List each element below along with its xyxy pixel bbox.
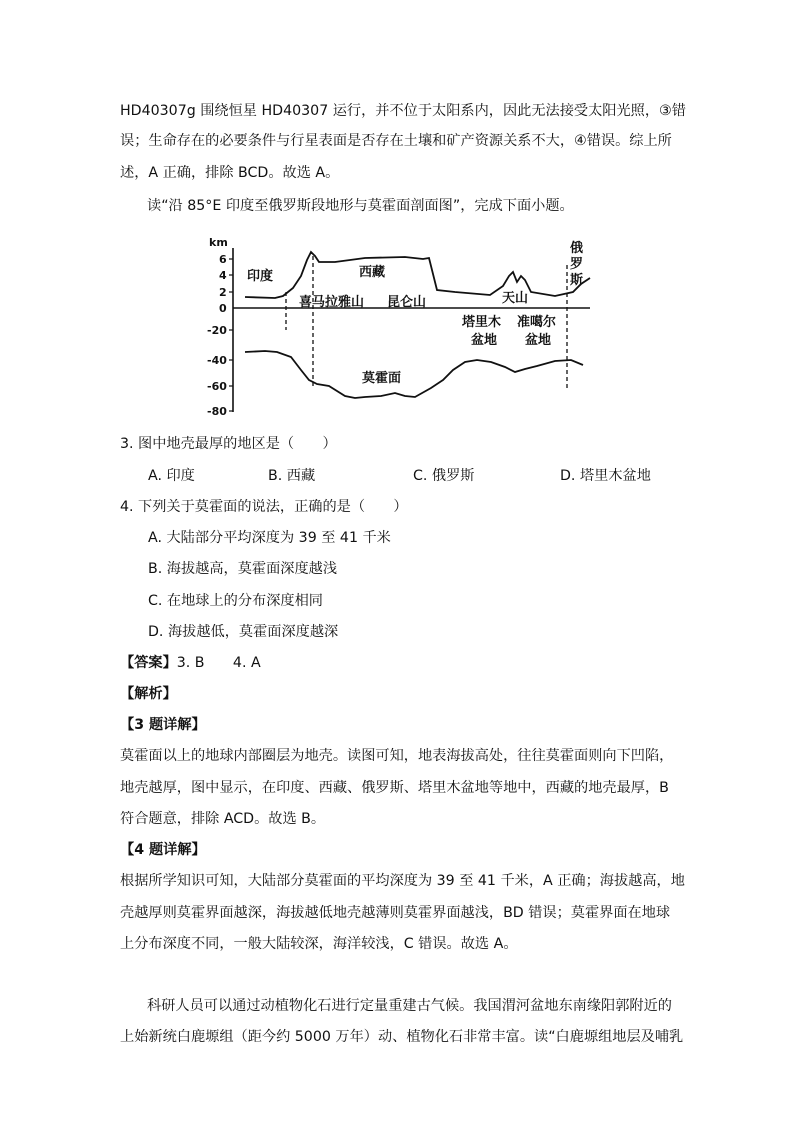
label-junggar-1: 准噶尔 xyxy=(517,315,557,330)
tick-label: -60 xyxy=(207,380,227,393)
label-junggar-2: 盆地 xyxy=(525,333,552,348)
tick-label: 0 xyxy=(219,302,227,315)
label-tianshan: 天山 xyxy=(502,291,529,306)
moho-profile-line xyxy=(245,351,583,398)
label-moho: 莫霍面 xyxy=(362,371,402,386)
tick-label: 4 xyxy=(219,269,227,282)
tick-label: -20 xyxy=(207,324,227,337)
next-passage-line-1: 科研人员可以通过动植物化石进行定量重建古气候。我国渭河盆地东南缘阳郭附近的 xyxy=(147,998,672,1014)
intro-line-1: HD40307g 围绕恒星 HD40307 运行，并不位于太阳系内，因此无法接受太阳光照，③错 xyxy=(120,103,686,119)
q4-option-d: D. 海拔越低，莫霍面深度越深 xyxy=(148,624,339,640)
intro-line-2: 误；生命存在的必要条件与行星表面是否存在土壤和矿产资源关系不大，④错误。综上所 xyxy=(120,133,672,149)
next-passage-line-2: 上始新统白鹿塬组（距今约 5000 万年）动、植物化石非常丰富。读“白鹿塬组地层及哺乳 xyxy=(120,1029,684,1045)
label-kunlun: 昆仑山 xyxy=(387,295,427,310)
q4-option-a: A. 大陆部分平均深度为 39 至 41 千米 xyxy=(148,530,391,546)
moho-profile-diagram xyxy=(205,230,600,420)
detail-3-label: 【3 题详解】 xyxy=(120,717,206,733)
detail-4-label: 【4 题详解】 xyxy=(120,842,206,858)
label-tibet: 西藏 xyxy=(359,265,386,280)
axis-unit: km xyxy=(209,236,228,249)
label-tarim-2: 盆地 xyxy=(471,333,498,348)
label-russia-3: 斯 xyxy=(570,273,584,288)
q4-stem: 4. 下列关于莫霍面的说法，正确的是（ ） xyxy=(120,499,408,515)
answer-line xyxy=(120,653,261,673)
analysis-label: 【解析】 xyxy=(120,686,177,702)
detail-4-line-3: 上分布深度不同，一般大陆较深，海洋较浅，C 错误。故选 A。 xyxy=(120,936,518,952)
answer-label: 【答案】 xyxy=(120,655,177,671)
q3-option-c: C. 俄罗斯 xyxy=(413,468,475,484)
detail-4-line-2: 壳越厚则莫霍界面越深，海拔越低地壳越薄则莫霍界面越浅，BD 错误；莫霍界面在地球 xyxy=(120,905,671,921)
label-himalaya: 喜马拉雅山 xyxy=(299,295,365,310)
tick-label: -40 xyxy=(207,354,227,367)
tick-label: 2 xyxy=(219,286,227,299)
label-russia-2: 罗 xyxy=(570,257,584,272)
detail-4-line-1: 根据所学知识可知，大陆部分莫霍面的平均深度为 39 至 41 千米，A 正确；海拔越高，地 xyxy=(120,873,685,889)
label-russia-1: 俄 xyxy=(570,241,584,256)
detail-3-line-2: 地壳越厚，图中显示，在印度、西藏、俄罗斯、塔里木盆地等地中，西藏的地壳最厚，B xyxy=(120,780,669,796)
terrain-profile-line xyxy=(245,252,590,298)
profile-figure xyxy=(205,230,600,420)
label-india: 印度 xyxy=(247,269,274,284)
detail-3-line-3: 符合题意，排除 ACD。故选 B。 xyxy=(120,811,326,827)
q3-option-a: A. 印度 xyxy=(148,468,195,484)
label-tarim-1: 塔里木 xyxy=(462,315,502,330)
question-prompt: 读“沿 85°E 印度至俄罗斯段地形与莫霍面剖面图”，完成下面小题。 xyxy=(147,198,574,214)
detail-3-line-1: 莫霍面以上的地球内部圈层为地壳。读图可知，地表海拔高处，往往莫霍面则向下凹陷， xyxy=(120,748,674,764)
q3-stem: 3. 图中地壳最厚的地区是（ ） xyxy=(120,436,337,452)
tick-label: -80 xyxy=(207,405,227,418)
q4-option-c: C. 在地球上的分布深度相同 xyxy=(148,593,323,609)
tick-label: 6 xyxy=(219,253,227,266)
q3-option-d: D. 塔里木盆地 xyxy=(560,468,651,484)
answer-text: 3. B 4. A xyxy=(176,655,261,671)
q4-option-b: B. 海拔越高，莫霍面深度越浅 xyxy=(148,561,338,577)
q3-option-b: B. 西藏 xyxy=(268,468,316,484)
intro-line-3: 述，A 正确，排除 BCD。故选 A。 xyxy=(120,165,340,181)
